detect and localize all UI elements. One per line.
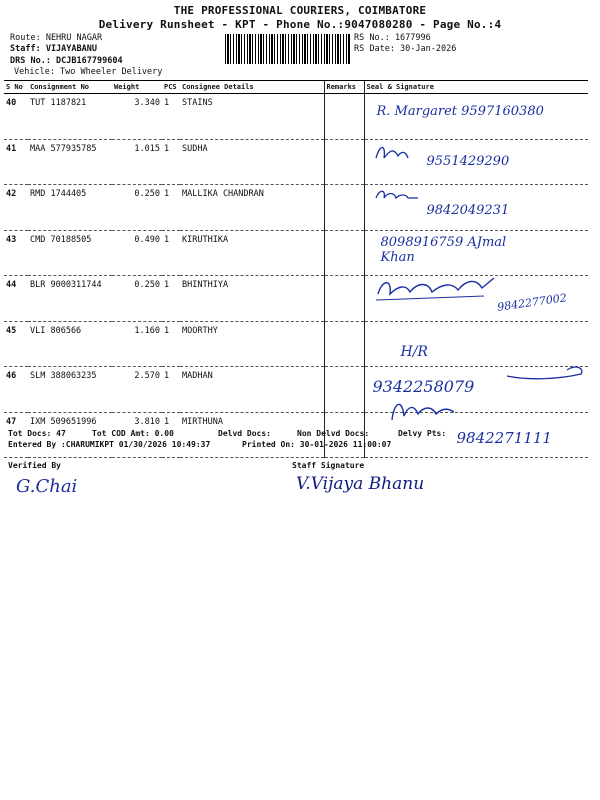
row-consignment: SLM 388063235 (28, 367, 112, 413)
table-row (4, 321, 588, 367)
row-consignment: CMD 70188505 (28, 230, 112, 276)
row-consignee: KIRUTHIKA (180, 230, 324, 276)
col-consignment: Consignment No (28, 81, 112, 94)
delivered-docs: Delvd Docs: (218, 429, 271, 438)
total-docs: Tot Docs: 47 (8, 429, 66, 438)
table-row (4, 185, 588, 231)
col-weight: Weight (112, 81, 162, 94)
row-pcs: 1 (162, 185, 180, 231)
col-remarks: Remarks (324, 81, 364, 94)
rs-number: RS No.: 1677996 (354, 33, 431, 43)
staff-signature-label: Staff Signature (292, 461, 365, 470)
row-pcs: 1 (162, 230, 180, 276)
row-pcs: 1 (162, 94, 180, 140)
row-consignment: VLI 806566 (28, 321, 112, 367)
row-sno: 43 (4, 230, 28, 276)
col-sno: S No (4, 81, 28, 94)
row-sno: 47 (4, 412, 28, 458)
entered-by: Entered By :CHARUMIKPT 01/30/2026 10:49:37 (8, 440, 211, 449)
row-weight: 0.250 (112, 185, 162, 231)
handwritten-signature: 9342258079 (372, 377, 475, 396)
row-pcs: 1 (162, 412, 180, 458)
signature-underline-madhan (505, 362, 585, 382)
row-sno: 45 (4, 321, 28, 367)
col-consignee: Consignee Details (180, 81, 324, 94)
row-weight: 0.250 (112, 276, 162, 322)
row-consignee: MOORTHY (180, 321, 324, 367)
row-pcs: 1 (162, 367, 180, 413)
signature-scribble-bhinthiya (372, 272, 502, 308)
table-row (4, 94, 588, 140)
col-signature: Seal & Signature (364, 81, 588, 94)
row-pcs: 1 (162, 276, 180, 322)
barcode (225, 34, 350, 64)
col-pcs: PCS (162, 81, 180, 94)
row-consignee: STAINS (180, 94, 324, 140)
signature-scribble-sudha (372, 140, 412, 170)
delivery-points: Delvy Pts: (398, 429, 447, 438)
handwritten-signature: H/R (400, 343, 428, 360)
table-row (4, 230, 588, 276)
table-header (4, 81, 588, 94)
drs-number: DRS No.: DCJB167799604 (10, 56, 123, 66)
runsheet-subtitle: Delivery Runsheet - KPT - Phone No.:9047080280 - Page No.:4 (98, 18, 502, 31)
row-remarks (324, 139, 364, 185)
row-signature (364, 94, 588, 140)
handwritten-signature: 9551429290 (426, 153, 510, 169)
row-consignee: MALLIKA CHANDRAN (180, 185, 324, 231)
row-remarks (324, 367, 364, 413)
row-sno: 46 (4, 367, 28, 413)
row-signature (364, 321, 588, 367)
row-weight: 3.340 (112, 94, 162, 140)
row-consignment: MAA 577935785 (28, 139, 112, 185)
row-weight: 1.160 (112, 321, 162, 367)
row-remarks (324, 185, 364, 231)
vehicle-label: Vehicle: Two Wheeler Delivery (14, 67, 163, 77)
company-name: THE PROFESSIONAL COURIERS, COIMBATORE (173, 4, 427, 17)
table-row (4, 367, 588, 413)
row-consignee: MIRTHUNA (180, 412, 324, 458)
route-label: Route: NEHRU NAGAR (10, 33, 103, 43)
handwritten-signature: 9842049231 (426, 203, 510, 218)
table-row (4, 139, 588, 185)
row-consignment: BLR 9000311744 (28, 276, 112, 322)
handwritten-signature: 9842271111 (456, 428, 552, 447)
rs-date: RS Date: 30-Jan-2026 (354, 44, 457, 54)
row-consignment: TUT 1187821 (28, 94, 112, 140)
row-weight: 0.490 (112, 230, 162, 276)
row-remarks (324, 276, 364, 322)
row-sno: 44 (4, 276, 28, 322)
row-pcs: 1 (162, 139, 180, 185)
row-consignment: RMD 1744405 (28, 185, 112, 231)
row-sno: 40 (4, 94, 28, 140)
printed-on: Printed On: 30-01-2026 11:00:07 (242, 440, 392, 449)
row-weight: 1.015 (112, 139, 162, 185)
row-sno: 41 (4, 139, 28, 185)
row-weight: 2.570 (112, 367, 162, 413)
total-cod-amount: Tot COD Amt: 0.00 (92, 429, 174, 438)
row-remarks (324, 321, 364, 367)
row-weight: 3.810 (112, 412, 162, 458)
row-consignee: MADHAN (180, 367, 324, 413)
row-pcs: 1 (162, 321, 180, 367)
runsheet-table (4, 80, 588, 458)
row-consignee: SUDHA (180, 139, 324, 185)
row-signature (364, 230, 588, 276)
signature-scribble-mallika (372, 186, 422, 210)
row-remarks (324, 94, 364, 140)
staff-signature: V.Vijaya Bhanu (296, 474, 425, 494)
row-consignee: BHINTHIYA (180, 276, 324, 322)
non-delivered-docs: Non Delvd Docs: (297, 429, 370, 438)
verified-by-signature: G.Chai (16, 476, 78, 497)
handwritten-signature: 8098916759 AJmal Khan (380, 234, 507, 265)
handwritten-signature: 9842277002 (495, 291, 568, 314)
staff-label: Staff: VIJAYABANU (10, 44, 97, 54)
row-consignment: IXM 509651996 (28, 412, 112, 458)
handwritten-signature: R. Margaret 9597160380 (376, 104, 544, 119)
row-sno: 42 (4, 185, 28, 231)
row-remarks (324, 230, 364, 276)
signature-scribble-mirthuna (388, 396, 458, 426)
verified-by-label: Verified By (8, 461, 61, 470)
